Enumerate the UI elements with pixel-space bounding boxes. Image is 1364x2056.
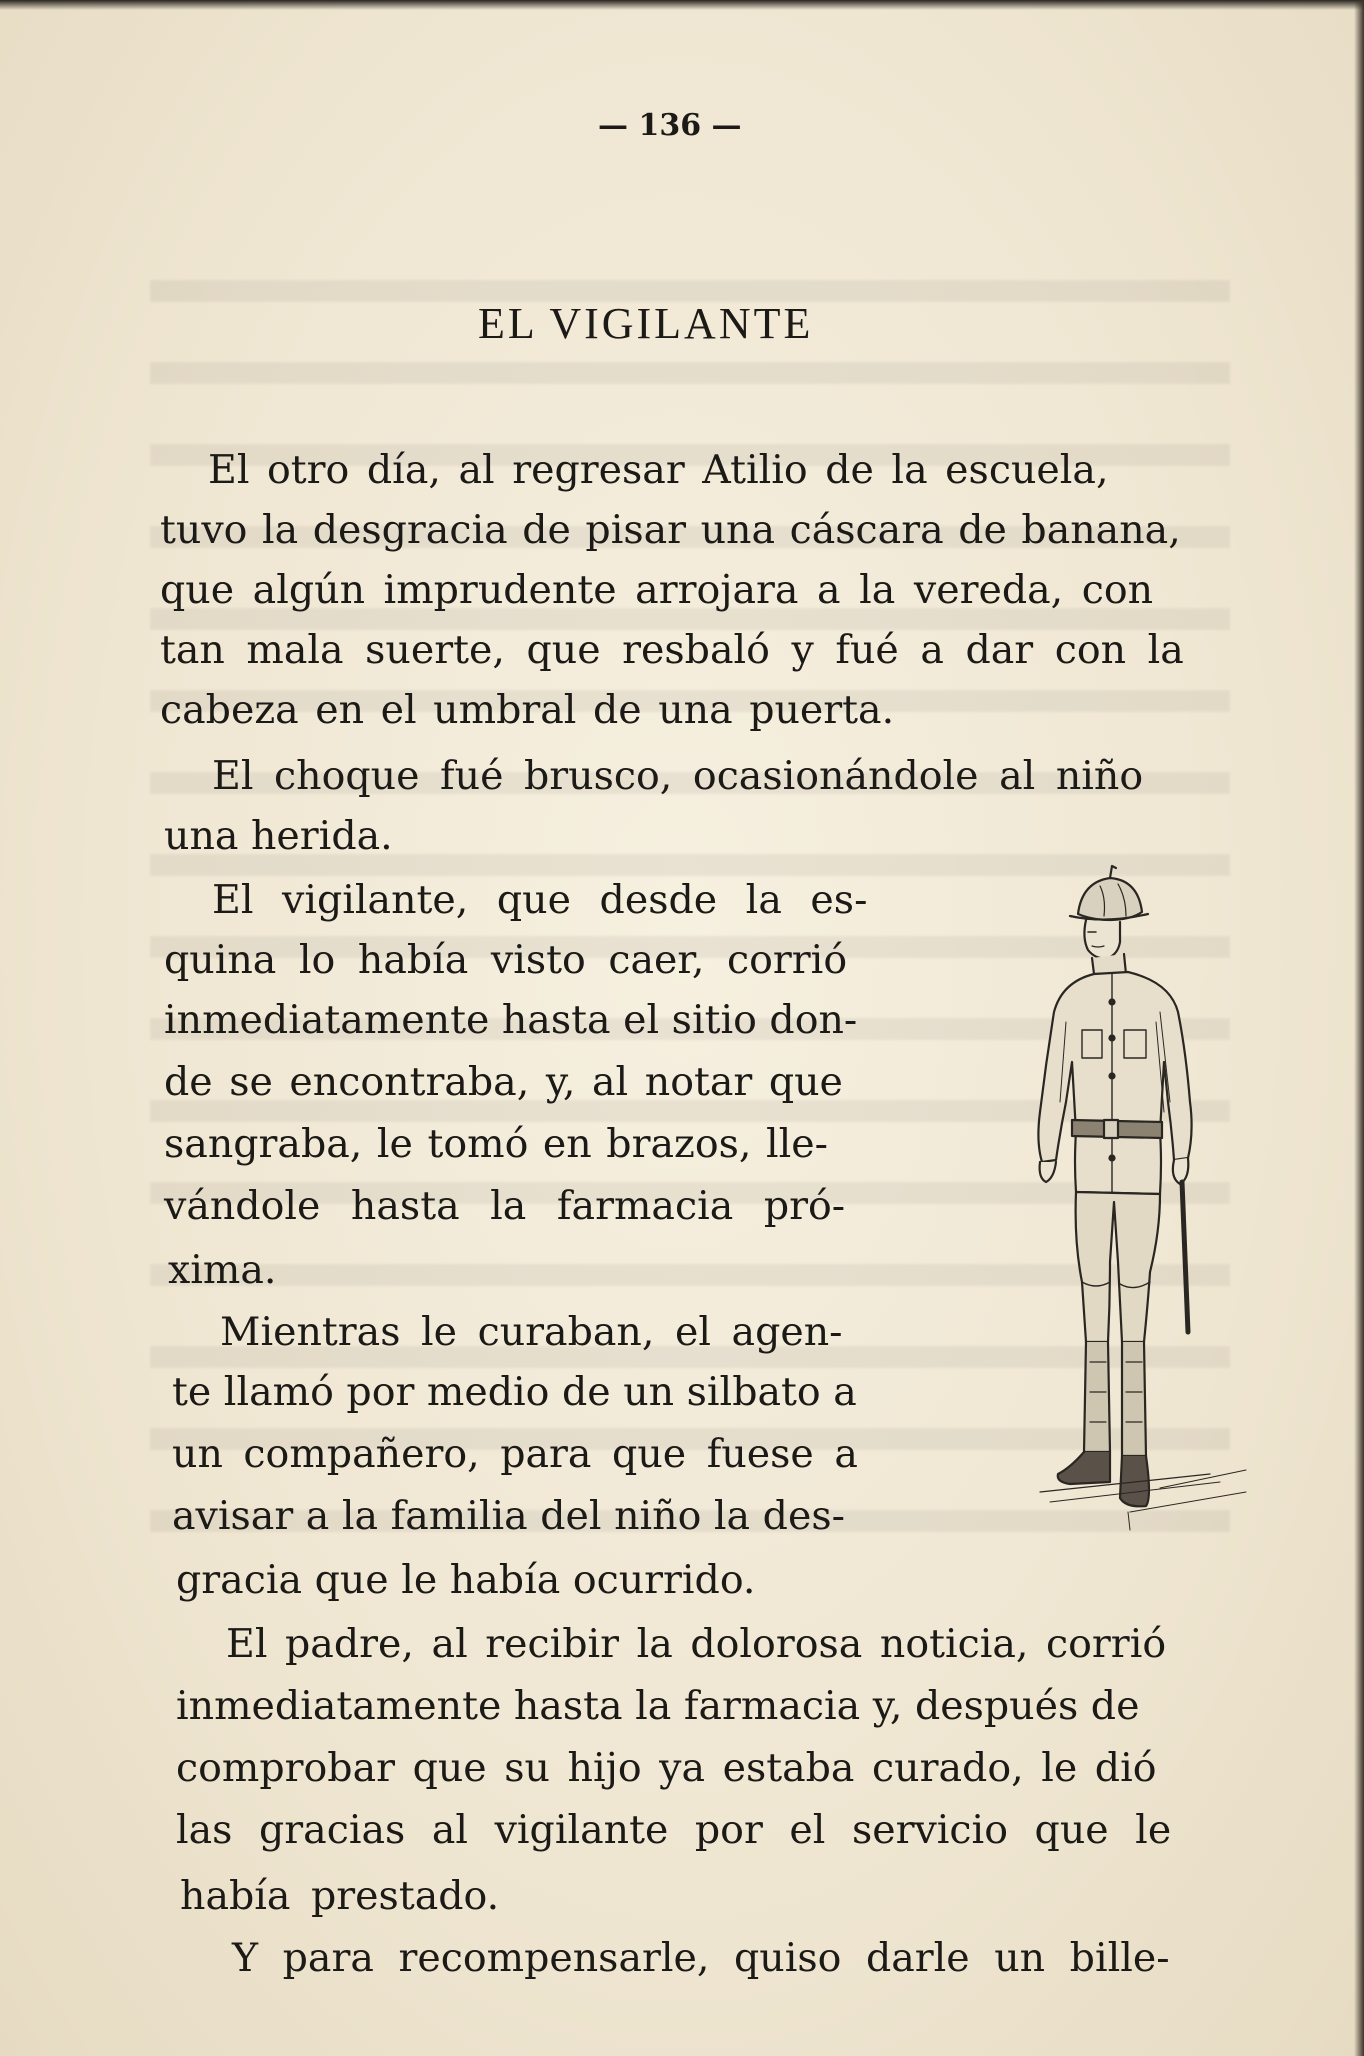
text-line: gracia que le había ocurrido. [176, 1557, 756, 1603]
text-line: tan mala suerte, que resbaló y fué a dar con la [160, 627, 1184, 673]
text-line: inmediatamente hasta el sitio don- [164, 997, 858, 1043]
text-line: El choque fué brusco, ocasionándole al niño [212, 753, 1144, 799]
page-number: — 136 — [598, 108, 742, 143]
text-line: avisar a la familia del niño la des- [172, 1493, 845, 1539]
text-line: El padre, al recibir la dolorosa noticia, corrió [226, 1621, 1167, 1667]
text-line: xima. [168, 1247, 277, 1293]
text-line: un compañero, para que fuese a [172, 1431, 858, 1477]
text-line: tuvo la desgracia de pisar una cáscara de banana, [160, 507, 1181, 553]
text-line: Y para recompensarle, quiso darle un bille- [232, 1935, 1170, 1981]
text-line: cabeza en el umbral de una puerta. [160, 687, 895, 733]
text-line: de se encontraba, y, al notar que [164, 1059, 843, 1105]
text-line: El vigilante, que desde la es- [212, 877, 868, 923]
text-line: que algún imprudente arrojara a la vereda, con [160, 567, 1154, 613]
text-line: Mientras le curaban, el agen- [220, 1309, 843, 1355]
text-line: quina lo había visto caer, corrió [164, 937, 848, 983]
text-line: comprobar que su hijo ya estaba curado, le dió [176, 1745, 1157, 1791]
text-line: vándole hasta la farmacia pró- [164, 1183, 846, 1229]
text-line: inmediatamente hasta la farmacia y, después de [176, 1683, 1140, 1729]
page-title: EL VIGILANTE [478, 299, 814, 348]
text-line: había prestado. [180, 1873, 500, 1919]
page-right-edge [1354, 0, 1364, 2056]
text-line: las gracias al vigilante por el servicio que le [176, 1807, 1172, 1853]
policeman-illustration-icon [1010, 862, 1250, 1562]
page-top-edge [0, 0, 1364, 10]
text-line: El otro día, al regresar Atilio de la escuela, [208, 447, 1109, 493]
text-line: una herida. [164, 813, 393, 859]
text-line: sangraba, le tomó en brazos, lle- [164, 1121, 828, 1167]
text-line: te llamó por medio de un silbato a [172, 1369, 857, 1415]
